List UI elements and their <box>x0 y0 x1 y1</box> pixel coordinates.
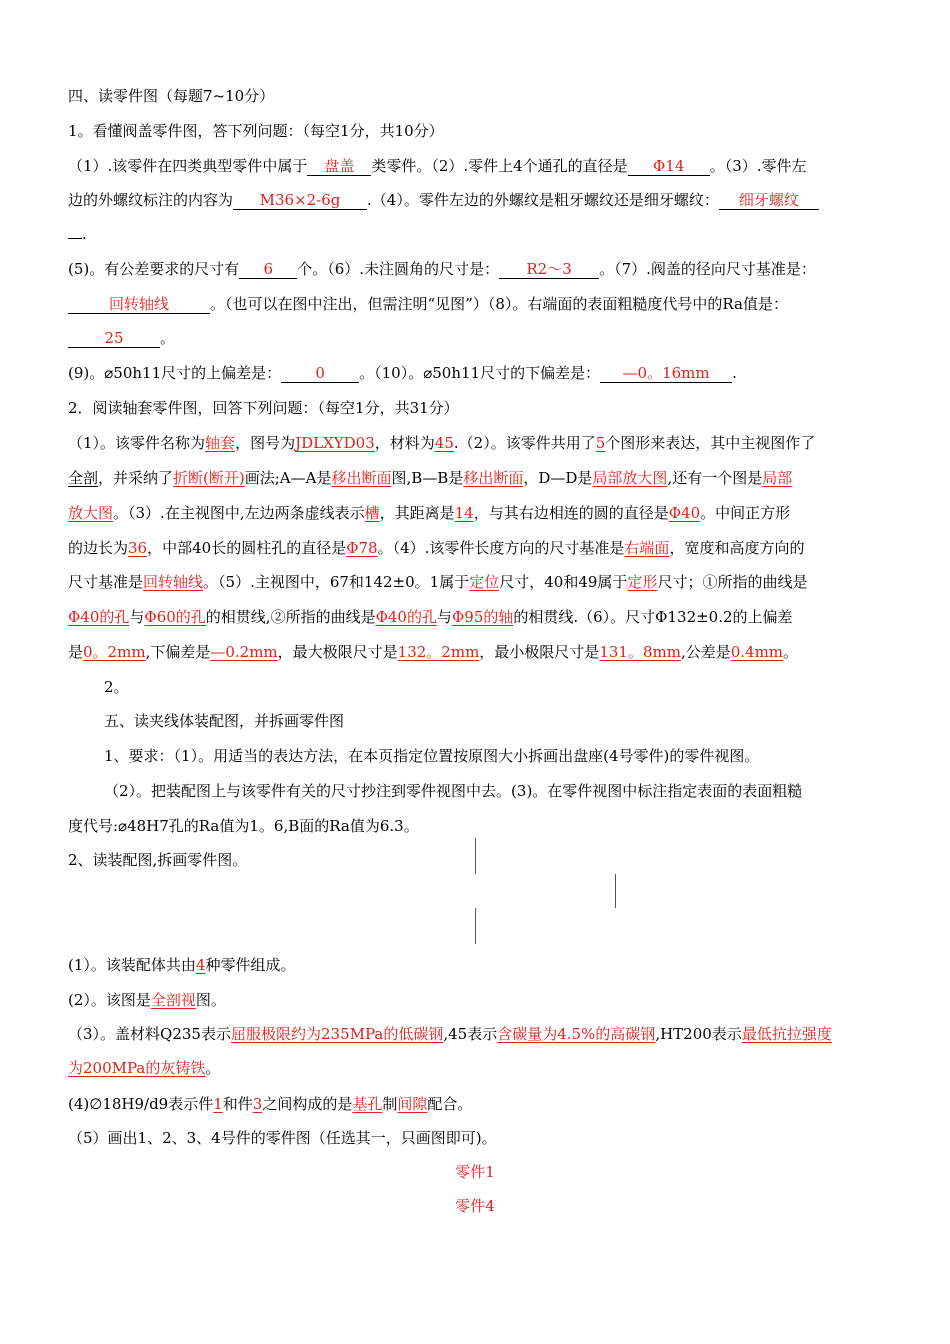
answer-blank: 细牙螺纹 <box>719 191 819 210</box>
q2-line-2: 全剖，并采纳了折断(断开)画法;A—A是移出断面图,B—B是移出断面，D—D是局部放大图,还有一个图是局部 <box>68 469 793 487</box>
answer: 5 <box>595 434 606 452</box>
q1-line-1: （1）.该零件在四类典型零件中属于 盘盖 类零件。（2）.零件上4个通孔的直径是 Φ14 。（3）.零件左 <box>68 157 807 175</box>
answer: 含碳量为4.5%的高碳钢 <box>497 1025 656 1043</box>
answer-blank <box>68 238 82 239</box>
requirement-1: 1、要求：（1）。用适当的表达方法，在本页指定位置按原图大小拆画出盘座(4号零件)的零件视图。 <box>104 747 760 765</box>
answer-blank: M36×2-6g <box>233 191 367 210</box>
divider-line <box>475 838 476 874</box>
answer: 全剖 <box>68 469 99 487</box>
answer-blank: 25 <box>68 329 160 348</box>
requirement-2b: 度代号:⌀48H7孔的Ra值为1。6,B面的Ra值为6.3。 <box>68 817 419 835</box>
answer: 0.4mm <box>730 643 784 661</box>
answer-4: (4)∅18H9/d9表示件1和件3之间构成的是基孔制间隙配合。 <box>68 1095 473 1113</box>
q1-line-3: . <box>68 224 884 244</box>
q2-line-1: （1）。该零件名称为轴套，图号为JDLXYD03，材料为45.（2）。该零件共用了5个图形来表达，其中主视图作了 <box>68 434 816 452</box>
q1-heading: 1。看懂阀盖零件图，答下列问题：（每空1分，共10分） <box>68 122 444 140</box>
answer: 回转轴线 <box>143 573 204 591</box>
q2-line-7: 是0。2mm,下偏差是—0.2mm，最大极限尺寸是132。2mm，最小极限尺寸是131。8mm,公差是0.4mm。 <box>68 643 799 661</box>
q1-line-2: 边的外螺纹标注的内容为 M36×2-6g .（4）。零件左边的外螺纹是粗牙螺纹还是细牙螺纹： 细牙螺纹 <box>68 190 884 210</box>
q2-heading: 2．阅读轴套零件图，回答下列问题：（每空1分，共31分） <box>68 399 459 417</box>
answer: 局部 <box>762 469 793 487</box>
answer: 折断(断开) <box>173 469 245 487</box>
answer: 14 <box>454 504 474 522</box>
answer-3a: （3）。盖材料Q235表示屈服极限约为235MPa的低碳钢,45表示含碳量为4.5%的高碳钢,HT200表示最低抗拉强度 <box>68 1025 832 1043</box>
q1-line-5: 回转轴线 。（也可以在图中注出，但需注明“见图”）（8）。右端面的表面粗糙度代号中的Ra值是： <box>68 294 884 314</box>
section-4-title: 四、读零件图（每题7~10分） <box>68 87 275 105</box>
q2-line-5: 尺寸基准是回转轴线。（5）.主视图中，67和142±0。1属于定位尺寸，40和49属于定形尺寸；①所指的曲线是 <box>68 573 808 591</box>
answer-blank: R2～3 <box>499 260 599 279</box>
answer-blank: 0 <box>281 364 359 383</box>
q1-line-4: (5)。有公差要求的尺寸有 6 个。（6）.未注圆角的尺寸是： R2～3 。（7）.阀盖的径向尺寸基准是： <box>68 260 816 278</box>
answer: —0.2mm <box>210 643 278 661</box>
q2-line-4: 的边长为36，中部40长的圆柱孔的直径是Φ78。（4）.该零件长度方向的尺寸基准是右端面，宽度和高度方向的 <box>68 539 805 557</box>
answer: 放大图 <box>68 504 114 522</box>
answer: Φ40的孔 <box>68 608 130 626</box>
part-4-label: 零件4 <box>455 1197 495 1215</box>
answer: 36 <box>128 539 148 557</box>
answer: Φ60的孔 <box>144 608 206 626</box>
q1-line-7: (9)。⌀50h11尺寸的上偏差是： 0 。（10）。⌀50h11尺寸的下偏差是： —0。16mm . <box>68 364 737 382</box>
answer: 1 <box>213 1095 223 1113</box>
answer: 定形 <box>627 573 658 591</box>
answer-blank: —0。16mm <box>600 364 732 383</box>
answer-3b: 为200MPa的灰铸铁。 <box>68 1059 221 1077</box>
answer: Φ95的轴 <box>451 608 514 626</box>
answer: 最低抗拉强度 <box>741 1025 832 1043</box>
answer: 45 <box>434 434 454 452</box>
q2-assembly-heading: 2、读装配图,拆画零件图。 <box>68 851 248 869</box>
q2-line-6: Φ40的孔与Φ60的孔的相贯线,②所指的曲线是Φ40的孔与Φ95的轴的相贯线.（6）。尺寸Φ132±0.2的上偏差 <box>68 608 793 626</box>
answer: 0。2mm <box>83 643 146 661</box>
requirement-2a: （2）。把装配图上与该零件有关的尺寸抄注到零件视图中去。(3)。在零件视图中标注指定表面的表面粗糙 <box>104 782 803 800</box>
answer: 轴套 <box>205 434 236 452</box>
answer: 131。8mm <box>599 643 681 661</box>
item-2: 2。 <box>104 678 129 696</box>
answer: JDLXYD03 <box>295 434 375 452</box>
divider-line <box>615 874 616 908</box>
answer-blank: 6 <box>239 260 297 279</box>
answer: 局部放大图 <box>592 469 668 487</box>
answer: 132。2mm <box>397 643 480 661</box>
answer-2: (2）。该图是全剖视图。 <box>68 991 226 1009</box>
answer: 定位 <box>469 573 500 591</box>
answer: 全剖视 <box>150 991 196 1009</box>
answer: 移出断面 <box>331 469 392 487</box>
answer: 屈服极限约为235MPa的低碳钢 <box>230 1025 444 1043</box>
answer-blank: 回转轴线 <box>68 295 210 314</box>
answer: 基孔 <box>352 1095 383 1113</box>
answer: 槽 <box>364 504 380 522</box>
answer-1: (1）。该装配体共由4种零件组成。 <box>68 956 296 974</box>
answer-blank: 盘盖 <box>307 157 371 176</box>
answer: Φ40 <box>668 504 701 522</box>
answer: 4 <box>195 956 206 974</box>
answer-5: （5）画出1、2、3、4号件的零件图（任选其一，只画图即可)。 <box>68 1129 497 1147</box>
answer: 移出断面 <box>463 469 524 487</box>
answer-blank: Φ14 <box>628 157 710 176</box>
answer: 为200MPa的灰铸铁 <box>68 1059 206 1077</box>
q2-line-3: 放大图。（3）.在主视图中,左边两条虚线表示槽，其距离是14，与其右边相连的圆的直径是Φ40。中间正方形 <box>68 504 791 522</box>
answer: 右端面 <box>624 539 670 557</box>
section-5-title: 五、读夹线体装配图，并拆画零件图 <box>104 712 345 730</box>
part-1-label: 零件1 <box>455 1163 495 1181</box>
answer: 3 <box>252 1095 263 1113</box>
answer: Φ78 <box>346 539 378 557</box>
answer: Φ40的孔 <box>375 608 437 626</box>
divider-line <box>475 908 476 944</box>
answer: 间隙 <box>397 1095 428 1113</box>
q1-line-6: 25 。 <box>68 328 884 348</box>
